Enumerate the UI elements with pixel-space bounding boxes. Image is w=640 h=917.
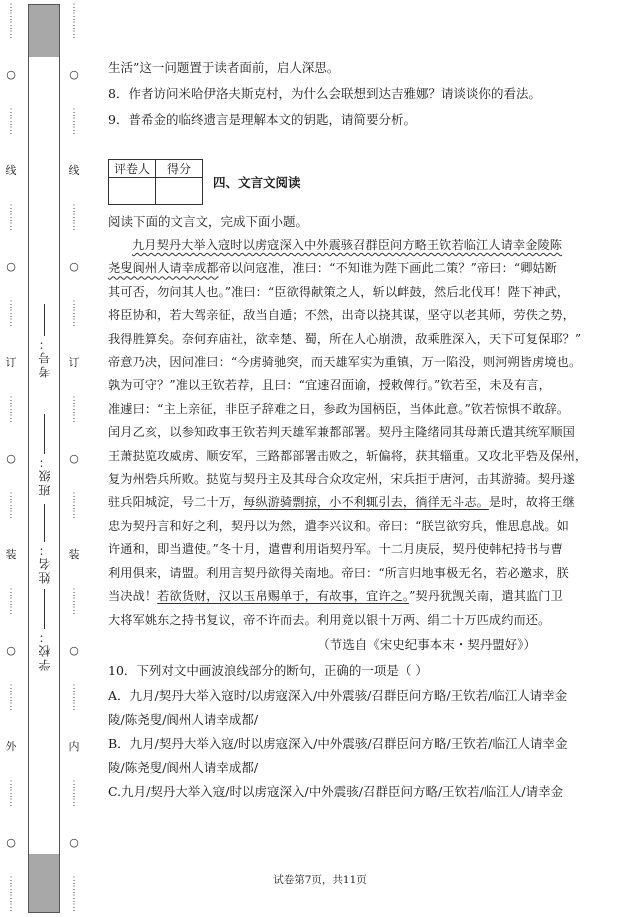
option-b-cont: 陵/陈尧叟/阆州人请幸成都/	[108, 759, 259, 775]
option-c[interactable]: C.九月/契丹大举入寇/时以虏寇深入/中外震骇/召群臣问方略/王钦若/临江人/请幸金	[108, 783, 564, 799]
circle-mark-icon: ○	[69, 67, 79, 81]
field-banji-label: 班级：	[37, 454, 52, 496]
passage-text: 驻兵阳城淀，号二十万，	[108, 495, 244, 510]
outer-cut-line: ⋮ ⋮ ⋮ ⋮ ○ ⋮ ⋮ ⋮ 线 ⋮ ⋮ ⋮ ○ ⋮ ⋮ ⋮ 订 ⋮ ⋮ ⋮ ○ ⋮ ⋮ ⋮ 装 ⋮ ⋮ ⋮ ○ ⋮ ⋮ ⋮ 外 ⋮ ⋮ ⋮ ○ ⋮ ⋮ ⋮ ⋮	[5, 3, 17, 913]
passage-line: 我得胜算矣。奈何弃庙社，欲幸楚、蜀，所在人心崩溃，敌乘胜深入，天下可复保耶？”	[108, 331, 582, 346]
inner-label-xian: 线	[68, 163, 80, 177]
option-b[interactable]: B．九月/契丹大举入寇/时以虏寇深入/中外震骇/召群臣问方略/王钦若/临江人请幸金	[108, 735, 568, 751]
inner-label-zhuang: 装	[68, 547, 80, 561]
section-header	[108, 159, 536, 205]
circle-mark-icon: ○	[69, 259, 79, 273]
passage-line: 大将军姚东之持书复议，帝不许而去。利用竟以银十万两、绢二十万匹成约而还。	[108, 612, 551, 627]
grader-cell[interactable]	[109, 178, 156, 205]
underlined-text: 若欲货财，汉以玉帛赐单于，有故事，宜许之。	[157, 589, 410, 604]
question-8: 8．作者访问米哈伊洛夫斯克村，为什么会联想到达吉雅娜？请谈谈你的看法。	[108, 86, 541, 101]
passage-source: （节选自《宋史纪事本末・契丹盟好》）	[317, 636, 536, 652]
circle-mark-icon: ○	[6, 451, 16, 465]
passage-line: 准遽曰：“主上亲征，非臣子辞难之日，参政为国柄臣，当体此意。”钦若惊惧不敢辞。	[108, 401, 570, 416]
passage-line	[108, 234, 563, 257]
passage-line: 孰为可守？”准以王钦若荐，且曰：“宜速召面谕，授敕俾行。”钦若至，未及有言，	[108, 378, 551, 393]
option-a-cont: 陵/陈尧叟/阆州人请幸成都/	[108, 711, 259, 727]
binding-margin	[0, 0, 88, 917]
passage-text: 帝以问寇准，准曰：“不知谁为陛下画此二策？”帝曰：“卿姑断	[218, 261, 558, 276]
circle-mark-icon: ○	[69, 643, 79, 657]
field-banji-line[interactable]	[44, 414, 45, 454]
passage-line: 闰月乙亥，以参知政事王钦若判天雄军兼都部署。契丹主隆绪同其母萧氏遣其统军顺国	[108, 425, 575, 440]
passage-line	[108, 491, 575, 514]
passage-line: 其可否，勿问其人也。”准曰：“臣欲得献策之人，斩以衅鼓，然后北伐耳！陛下神武，	[108, 284, 570, 299]
strip-shade-top	[29, 5, 59, 57]
grader-label: 评卷人	[109, 160, 156, 178]
field-xingming	[30, 500, 58, 584]
passage-text: 当决战！	[108, 589, 158, 604]
passage-text: ”契丹犹觊关南，遣其监门卫	[409, 589, 563, 604]
circle-mark-icon: ○	[6, 835, 16, 849]
wavy-underlined-text: 九月契丹大举入寇时以虏寇深入中外震骇召群臣问方略王钦若临江人请幸金陵陈	[132, 238, 563, 252]
page-footer: 试卷第7页，共11页	[273, 874, 367, 886]
field-kaohao	[30, 300, 58, 378]
outer-label-zhuang: 装	[5, 547, 17, 561]
circle-mark-icon: ○	[69, 451, 79, 465]
passage-line: 将臣协和，若大驾亲征，敌当自遁；不然，出奇以挠其谋，坚守以老其师，劳佚之势，	[108, 308, 575, 323]
field-kaohao-label: 考号：	[37, 336, 52, 378]
field-xuexiao-label: 学校：	[37, 629, 52, 671]
passage-line: 许通和，即当遣使。”冬十月，遣曹利用诣契丹军。十二月庚辰，契丹使韩杞持书与曹	[108, 542, 563, 557]
section-title: 四、文言文阅读	[213, 175, 301, 190]
passage-line: 利用俱来，请盟。利用言契丹欲得关南地。帝曰：“所言归地事极无名，若必邀求，朕	[108, 565, 569, 580]
underlined-text: 每纵游骑剽掠，小不利辄引去，徜徉无斗志。	[243, 495, 489, 510]
page-content	[108, 55, 588, 804]
field-xingming-line[interactable]	[44, 504, 45, 542]
score-table	[108, 159, 203, 205]
outer-label-xian: 线	[5, 163, 17, 177]
field-banji	[30, 410, 58, 496]
circle-mark-icon: ○	[6, 67, 16, 81]
passage-line: 复为州砦兵所败。挞览与契丹主及其母合众攻定州，宋兵拒于唐河，击其游骑。契丹遂	[108, 472, 575, 487]
classical-passage	[108, 234, 588, 632]
instruction: 阅读下面的文言文，完成下面小题。	[108, 214, 309, 229]
circle-mark-icon: ○	[6, 643, 16, 657]
passage-line: 忠为契丹言和好之利，契丹以为然，遣李兴议和。帝曰：“朕岂欲穷兵，惟思息战。如	[108, 518, 569, 533]
field-xuexiao	[30, 585, 58, 671]
inner-label-nei: 内	[68, 739, 80, 753]
passage-line	[108, 585, 563, 608]
circle-mark-icon: ○	[69, 835, 79, 849]
score-label: 得分	[156, 160, 203, 178]
passage-text: 是时，故将王继	[488, 495, 575, 510]
field-xuexiao-line[interactable]	[44, 589, 45, 629]
circle-mark-icon: ○	[6, 259, 16, 273]
passage-line	[108, 257, 558, 280]
question-10: 10．下列对文中画波浪线部分的断句，正确的一项是（ ）	[108, 662, 428, 678]
outer-label-ding: 订	[5, 355, 17, 369]
option-a[interactable]: A．九月/契丹大举入寇时/以虏寇深入/中外震骇/召群臣问方略/王钦若/临江人请幸金	[108, 687, 568, 703]
question-9: 9．普希金的临终遗言是理解本文的钥匙，请简要分析。	[108, 112, 416, 127]
score-cell[interactable]	[156, 178, 203, 205]
outer-label-wai: 外	[5, 739, 17, 753]
wavy-underlined-text: 尧叟阆州人请幸成都	[108, 261, 219, 276]
passage-line: 王萧挞览攻威虏、顺安军，三路都部署击败之，斩偏将，获其辎重。又攻北平砦及保州，	[108, 448, 588, 463]
field-xingming-label: 姓名：	[37, 542, 52, 584]
inner-cut-line: ⋮ ⋮ ⋮ ⋮ ○ ⋮ ⋮ ⋮ 线 ⋮ ⋮ ⋮ ○ ⋮ ⋮ ⋮ 订 ⋮ ⋮ ⋮ ○ ⋮ ⋮ ⋮ 装 ⋮ ⋮ ⋮ ○ ⋮ ⋮ ⋮ 内 ⋮ ⋮ ⋮ ○ ⋮ ⋮ ⋮ ⋮	[68, 3, 80, 913]
prev-passage-tail: 生活”这一问题置于读者面前，启人深思。	[108, 60, 340, 75]
inner-label-ding: 订	[68, 355, 80, 369]
field-kaohao-line[interactable]	[44, 304, 45, 336]
passage-line: 帝意乃决，因问准曰：“今虏骑驰突，而天雄军实为重镇，万一陷没，则河朔皆虏境也。	[108, 355, 582, 370]
